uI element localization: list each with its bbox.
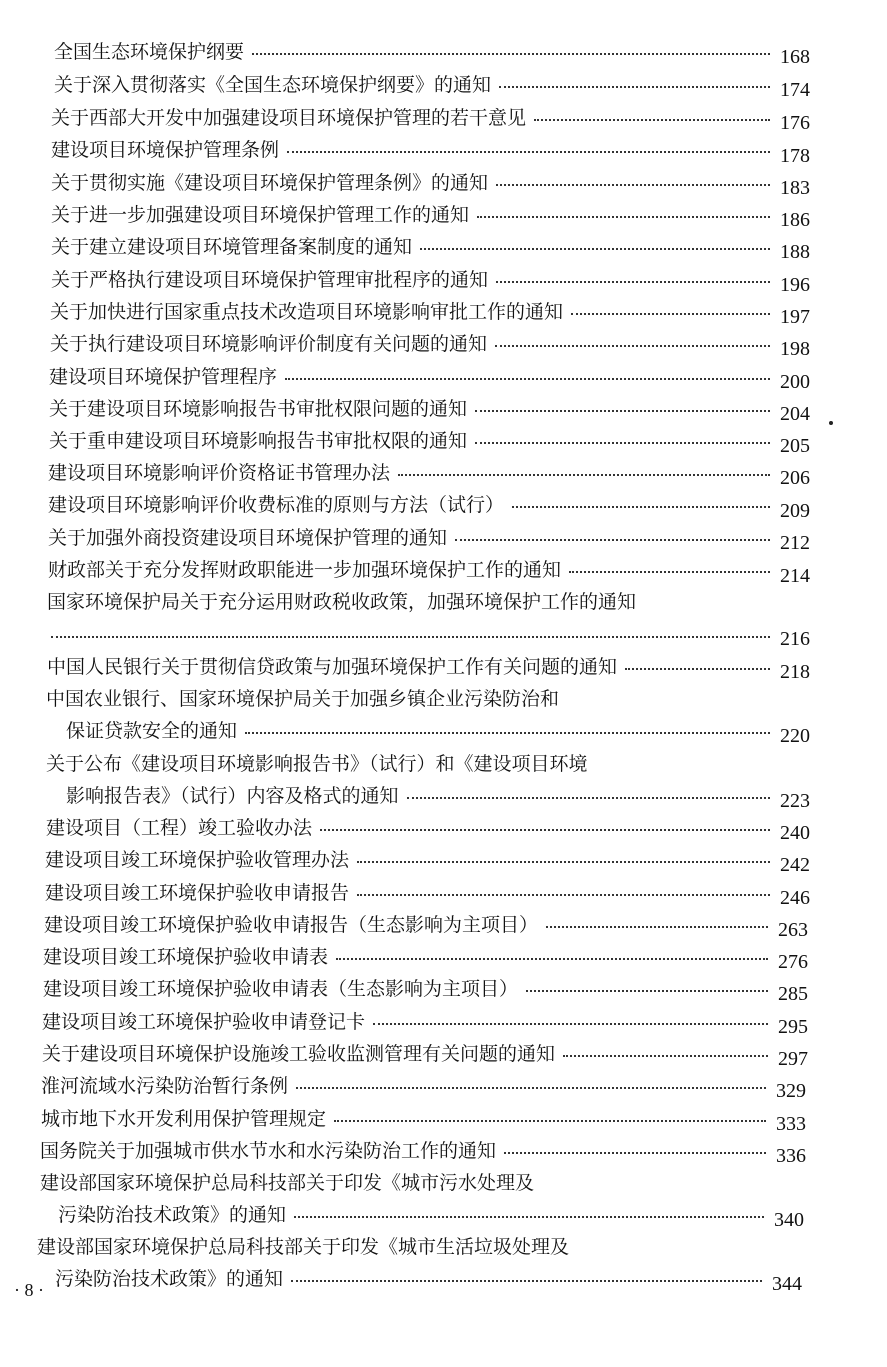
toc-page-number: 285 bbox=[778, 983, 808, 1005]
toc-dot-leader bbox=[320, 829, 770, 831]
toc-dot-leader-row bbox=[0, 781, 887, 811]
toc-page-number: 205 bbox=[780, 435, 810, 457]
toc-dot-leader bbox=[407, 797, 770, 799]
toc-page-number: 344 bbox=[772, 1273, 802, 1295]
toc-dot-leader bbox=[357, 861, 770, 863]
toc-dot-leader-row bbox=[0, 297, 887, 327]
toc-dot-leader bbox=[287, 151, 770, 153]
toc-entry-title: 关于加快进行国家重点技术改造项目环境影响审批工作的通知 bbox=[50, 301, 564, 323]
toc-page-number: 212 bbox=[780, 532, 810, 554]
toc-dot-leader-row bbox=[0, 1007, 887, 1037]
toc-page-number: 168 bbox=[780, 46, 810, 68]
toc-entry-title: 关于重申建设项目环境影响报告书审批权限的通知 bbox=[49, 430, 468, 452]
toc-entry-title: 财政部关于充分发挥财政职能进一步加强环境保护工作的通知 bbox=[48, 559, 562, 581]
toc-page-number: 246 bbox=[780, 887, 810, 909]
toc-page-number: 297 bbox=[778, 1048, 808, 1070]
toc-page-number: 183 bbox=[780, 177, 810, 199]
toc-entry-line bbox=[0, 1232, 887, 1262]
toc-dot-leader bbox=[357, 894, 770, 896]
toc-dot-leader bbox=[291, 1280, 762, 1282]
toc-entry-title: 关于严格执行建设项目环境保护管理审批程序的通知 bbox=[51, 269, 489, 291]
toc-page-number: 216 bbox=[780, 628, 810, 650]
toc-dot-leader-row bbox=[0, 1104, 887, 1134]
toc-dot-leader-row bbox=[0, 1136, 887, 1166]
toc-entry-title: 建设项目环境影响评价资格证书管理办法 bbox=[48, 462, 391, 484]
toc-dot-leader bbox=[571, 313, 770, 315]
toc-entry-line bbox=[0, 684, 887, 714]
toc-dot-leader bbox=[546, 926, 768, 928]
toc-dot-leader bbox=[504, 1152, 766, 1154]
toc-dot-leader-row bbox=[0, 1200, 887, 1230]
toc-entry-title: 中国农业银行、国家环境保护局关于加强乡镇企业污染防治和 bbox=[46, 688, 560, 710]
toc-dot-leader-row bbox=[0, 232, 887, 262]
toc-entry-title: 建设部国家环境保护总局科技部关于印发《城市生活垃圾处理及 bbox=[37, 1236, 570, 1258]
toc-dot-leader-row bbox=[0, 813, 887, 843]
toc-page-number: 329 bbox=[776, 1080, 806, 1102]
toc-entry-title: 建设项目竣工环境保护验收申请表（生态影响为主项目） bbox=[43, 978, 519, 1000]
toc-dot-leader-row bbox=[0, 910, 887, 940]
toc-entry-title: 国务院关于加强城市供水节水和水污染防治工作的通知 bbox=[40, 1140, 497, 1162]
toc-page-number: 223 bbox=[780, 790, 810, 812]
toc-entry-title: 中国人民银行关于贯彻信贷政策与加强环境保护工作有关问题的通知 bbox=[47, 656, 618, 678]
toc-entry-title: 关于建立建设项目环境管理备案制度的通知 bbox=[51, 236, 413, 258]
toc-dot-leader bbox=[51, 636, 770, 638]
toc-dot-leader-row bbox=[0, 942, 887, 972]
toc-dot-leader-row bbox=[0, 168, 887, 198]
toc-dot-leader-row bbox=[0, 394, 887, 424]
toc-page-number: 178 bbox=[780, 145, 810, 167]
toc-entry-title: 保证贷款安全的通知 bbox=[66, 720, 238, 742]
toc-entry-title: 关于建设项目环境影响报告书审批权限问题的通知 bbox=[49, 398, 468, 420]
toc-entry-title: 污染防治技术政策》的通知 bbox=[55, 1268, 284, 1290]
toc-page-number: 333 bbox=[776, 1113, 806, 1135]
toc-page-number: 198 bbox=[780, 338, 810, 360]
page-number: · 8 · bbox=[14, 1280, 44, 1300]
toc-dot-leader-row bbox=[0, 1071, 887, 1101]
toc-page-number: 220 bbox=[780, 725, 810, 747]
toc-dot-leader bbox=[296, 1087, 766, 1089]
toc-dot-leader bbox=[252, 53, 770, 55]
toc-page-number: 336 bbox=[776, 1145, 806, 1167]
toc-dot-leader bbox=[334, 1120, 766, 1122]
toc-dot-leader bbox=[496, 184, 770, 186]
toc-dot-leader bbox=[245, 732, 770, 734]
toc-dot-leader bbox=[294, 1216, 764, 1218]
toc-entry-title: 关于深入贯彻落实《全国生态环境保护纲要》的通知 bbox=[54, 74, 492, 96]
toc-dot-leader bbox=[495, 345, 770, 347]
toc-dot-leader-row bbox=[0, 329, 887, 359]
toc-dot-leader bbox=[475, 410, 770, 412]
toc-dot-leader-row bbox=[0, 523, 887, 553]
toc-entry-title: 关于建设项目环境保护设施竣工验收监测管理有关问题的通知 bbox=[42, 1043, 556, 1065]
toc-dot-leader-row bbox=[0, 878, 887, 908]
toc-dot-leader-row bbox=[0, 716, 887, 746]
toc-entry-title: 建设项目竣工环境保护验收申请表 bbox=[43, 946, 329, 968]
toc-dot-leader bbox=[373, 1023, 768, 1025]
toc-dot-leader bbox=[336, 958, 768, 960]
toc-dot-leader bbox=[420, 248, 770, 250]
toc-page-number: 196 bbox=[780, 274, 810, 296]
toc-dot-leader bbox=[499, 86, 770, 88]
toc-page-number: 176 bbox=[780, 112, 810, 134]
toc-dot-leader-row bbox=[0, 490, 887, 520]
toc-dot-leader-row bbox=[0, 200, 887, 230]
toc-dot-leader-row bbox=[0, 37, 887, 67]
toc-entry-title: 建设项目竣工环境保护验收申请报告（生态影响为主项目） bbox=[44, 914, 539, 936]
toc-entry-title: 影响报告表》（试行）内容及格式的通知 bbox=[66, 785, 399, 807]
toc-entry-title: 污染防治技术政策》的通知 bbox=[58, 1204, 287, 1226]
toc-page-number: 206 bbox=[780, 467, 810, 489]
toc-page-number: 214 bbox=[780, 565, 810, 587]
toc-entry-line bbox=[0, 1168, 887, 1198]
toc-page-number: 188 bbox=[780, 241, 810, 263]
toc-page-number: 263 bbox=[778, 919, 808, 941]
toc-dot-leader bbox=[398, 474, 770, 476]
toc-entry-title: 关于西部大开发中加强建设项目环境保护管理的若干意见 bbox=[51, 107, 527, 129]
toc-dot-leader-row bbox=[0, 845, 887, 875]
toc-page-number: 200 bbox=[780, 371, 810, 393]
toc-dot-leader bbox=[534, 119, 770, 121]
toc-page-number: 242 bbox=[780, 854, 810, 876]
toc-dot-leader-row bbox=[0, 1039, 887, 1069]
toc-dot-leader-row bbox=[0, 555, 887, 585]
toc-entry-title: 建设项目（工程）竣工验收办法 bbox=[46, 817, 313, 839]
toc-page-number: 204 bbox=[780, 403, 810, 425]
toc-dot-leader bbox=[526, 990, 768, 992]
toc-dot-leader-row bbox=[0, 1264, 887, 1294]
toc-entry-title: 淮河流域水污染防治暂行条例 bbox=[41, 1075, 289, 1097]
toc-entry-title: 关于公布《建设项目环境影响报告书》（试行）和《建设项目环境 bbox=[46, 753, 588, 775]
toc-dot-leader-row bbox=[0, 70, 887, 100]
toc-dot-leader bbox=[512, 506, 770, 508]
toc-entry-line bbox=[0, 587, 887, 617]
toc-entry-title: 建设项目竣工环境保护验收管理办法 bbox=[45, 849, 350, 871]
toc-entry-line bbox=[0, 749, 887, 779]
toc-entry-title: 关于执行建设项目环境影响评价制度有关问题的通知 bbox=[50, 333, 488, 355]
toc-entry-title: 建设项目竣工环境保护验收申请报告 bbox=[45, 882, 350, 904]
print-speck bbox=[829, 421, 833, 425]
toc-dot-leader-row bbox=[0, 620, 887, 650]
toc-dot-leader-row bbox=[0, 362, 887, 392]
toc-entry-title: 建设项目环境影响评价收费标准的原则与方法（试行） bbox=[48, 494, 505, 516]
toc-dot-leader-row bbox=[0, 458, 887, 488]
toc-entry-title: 建设部国家环境保护总局科技部关于印发《城市污水处理及 bbox=[40, 1172, 535, 1194]
toc-dot-leader-row bbox=[0, 426, 887, 456]
toc-entry-title: 关于加强外商投资建设项目环境保护管理的通知 bbox=[48, 527, 448, 549]
toc-entry-title: 关于进一步加强建设项目环境保护管理工作的通知 bbox=[51, 204, 470, 226]
toc-page-number: 186 bbox=[780, 209, 810, 231]
toc-dot-leader-row bbox=[0, 974, 887, 1004]
toc-entry-title: 关于贯彻实施《建设项目环境保护管理条例》的通知 bbox=[51, 172, 489, 194]
toc-dot-leader-row bbox=[0, 652, 887, 682]
toc-entry-title: 国家环境保护局关于充分运用财政税收政策，加强环境保护工作的通知 bbox=[47, 591, 637, 613]
toc-dot-leader bbox=[455, 539, 770, 541]
toc-dot-leader-row bbox=[0, 135, 887, 165]
toc-entry-title: 建设项目竣工环境保护验收申请登记卡 bbox=[42, 1011, 366, 1033]
toc-dot-leader bbox=[569, 571, 770, 573]
toc-page-number: 209 bbox=[780, 500, 810, 522]
toc-dot-leader bbox=[496, 281, 770, 283]
toc-entry-title: 建设项目环境保护管理程序 bbox=[49, 366, 278, 388]
toc-page-number: 174 bbox=[780, 79, 810, 101]
toc-page-number: 197 bbox=[780, 306, 810, 328]
toc-entry-title: 城市地下水开发利用保护管理规定 bbox=[41, 1108, 327, 1130]
toc-page-number: 240 bbox=[780, 822, 810, 844]
toc-dot-leader bbox=[563, 1055, 768, 1057]
toc-page-number: 218 bbox=[780, 661, 810, 683]
toc-entry-title: 全国生态环境保护纲要 bbox=[54, 41, 245, 63]
toc-dot-leader bbox=[475, 442, 770, 444]
toc-dot-leader-row bbox=[0, 265, 887, 295]
toc-page-number: 340 bbox=[774, 1209, 804, 1231]
toc-dot-leader bbox=[625, 668, 770, 670]
toc-entry-title: 建设项目环境保护管理条例 bbox=[51, 139, 280, 161]
toc-dot-leader-row bbox=[0, 103, 887, 133]
toc-page-number: 295 bbox=[778, 1016, 808, 1038]
toc-page-number: 276 bbox=[778, 951, 808, 973]
toc-dot-leader bbox=[477, 216, 770, 218]
toc-dot-leader bbox=[285, 378, 770, 380]
